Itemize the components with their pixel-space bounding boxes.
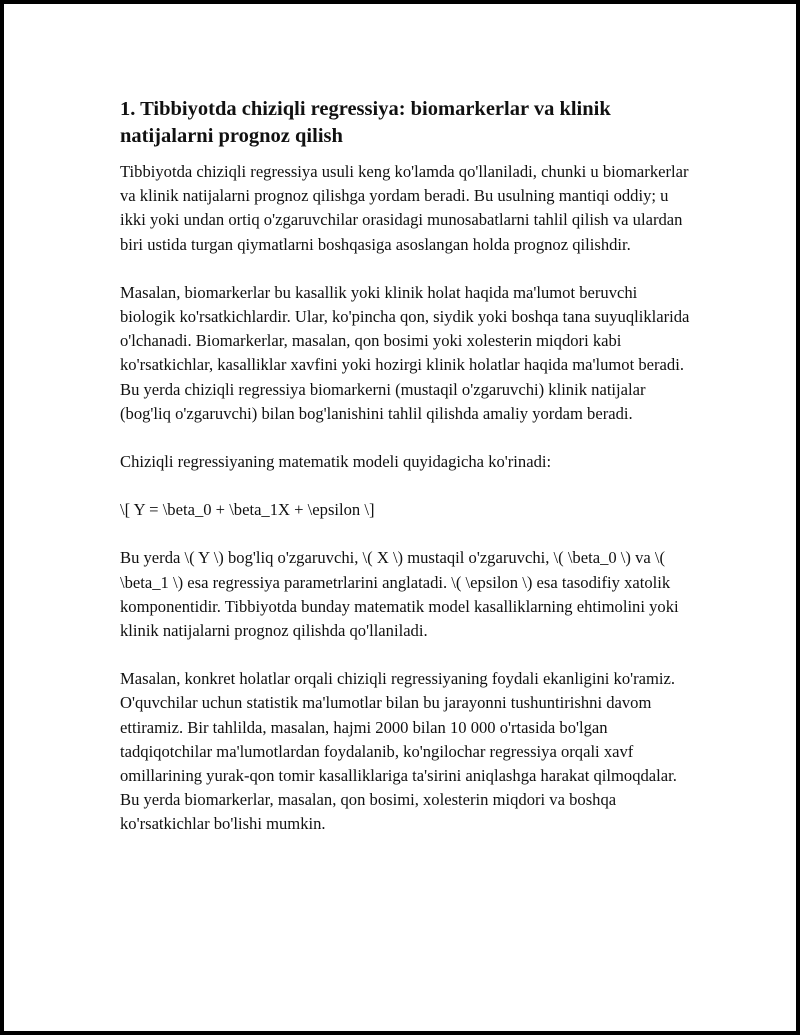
page-frame [2,2,798,1033]
paragraph-biomarkers: Masalan, biomarkerlar bu kasallik yoki klinik holat haqida ma'lumot beruvchi biologik ko'rsatkichlardir. Ular, ko'pincha qon, siydik yoki boshqa tana suyuqliklarida o'lchanadi. Biomarkerlar, masalan, qon bosimi yoki xolesterin miqdori kabi ko'rsatkichlar, kasalliklar xavfini yoki hozirgi klinik holatlar haqida ma'lumot beradi. Bu yerda chiziqli regressiya biomarkerni (mustaqil o'zgaruvchi) klinik natijalar (bog'liq o'zgaruvchi) bilan bog'lanishini tahlil qilishda amaliy yordam beradi. [120,282,690,423]
paragraph-intro: Tibbiyotda chiziqli regressiya usuli keng ko'lamda qo'llaniladi, chunki u biomarkerlar va klinik natijalarni prognoz qilishga yordam beradi. Bu usulning mantiqi oddiy; u ikki yoki undan ortiq o'zgaruvchilar orasidagi munosabatlarni tahlil qilish va ulardan biri ustida turgan qiymatlarni boshqasiga asoslangan holda prognoz qilishdir. [120,162,689,254]
document-body [120,96,690,861]
paragraph-example: Masalan, konkret holatlar orqali chiziqli regressiyaning foydali ekanligini ko'ramiz. O'quvchilar uchun statistik ma'lumotlar bilan bu jarayonni tushuntirishni davom ettiramiz. Bir tahlilda, masalan, hajmi 2000 bilan 10 000 o'rtasida bo'lgan tadqiqotchilar ma'lumotlardan foydalanib, ko'ngilochar regressiya orqali xavf omillarining yurak-qon tomir kasalliklariga ta'sirini aniqlashga harakat qilmoqdalar. Bu yerda biomarkerlar, masalan, qon bosimi, xolesterin miqdori va boshqa ko'rsatkichlar bo'lishi mumkin. [120,669,677,834]
regression-formula: \[ Y = \beta_0 + \beta_1X + \epsilon \] [120,500,375,520]
section-heading: 1. Tibbiyotda chiziqli regressiya: biomarkerlar va klinik natijalarni prognoz qilish [120,98,611,147]
paragraph-model-intro: Chiziqli regressiyaning matematik modeli quyidagicha ko'rinadi: [120,452,552,472]
paragraph-variables: Bu yerda \( Y \) bog'liq o'zgaruvchi, \( X \) mustaqil o'zgaruvchi, \( \beta_0 \) va \( \beta_1 \) esa regressiya parametrlarini anglatadi. \( \epsilon \) esa tasodifiy xatolik komponentidir. Tibbiyotda bunday matematik model kasalliklarning ehtimolini yoki klinik natijalarni prognoz qilishda qo'llaniladi. [120,548,679,641]
